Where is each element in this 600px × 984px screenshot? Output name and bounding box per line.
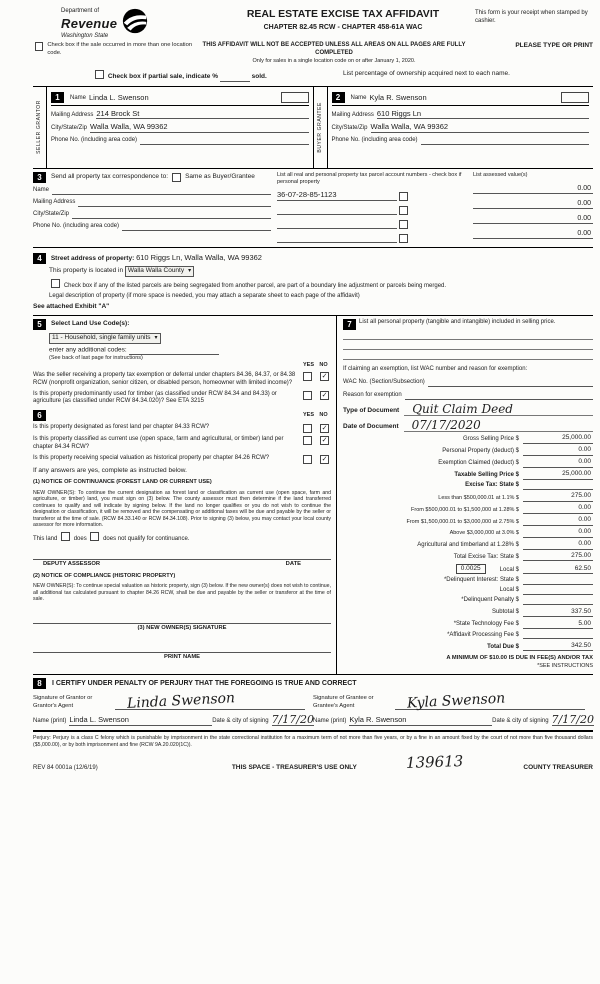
exemption-note: If claiming an exemption, list WAC number and reason for exemption: (343, 365, 528, 372)
multi-location-label: Check box if the sale occurred in more than one location code. (47, 42, 193, 57)
buyer-phone-label: Phone No. (including area code) (331, 137, 418, 144)
see-instructions-note: *SEE INSTRUCTIONS (537, 662, 593, 669)
additional-codes-field[interactable] (129, 346, 219, 355)
corr-csz-field[interactable] (72, 210, 271, 219)
same-as-buyer-checkbox[interactable] (172, 173, 181, 182)
form-title: REAL ESTATE EXCISE TAX AFFIDAVIT (246, 8, 440, 20)
seller-side-label: SELLER GRANTOR (33, 87, 47, 168)
property-location-section (33, 248, 593, 316)
corr-phone-label: Phone No. (including area code) (33, 222, 120, 229)
question-text: Was the seller receiving a property tax exemption or deferral under chapters 84.36, 84.37, or 84.38 RCW (nonprofit organization, senior citizen, or disabled person, homeowner with limited income)? (33, 372, 296, 386)
multi-location-checkbox[interactable] (35, 42, 43, 51)
tax-line-value (523, 594, 593, 595)
tax-line-value: 5.00 (523, 620, 593, 629)
partial-sold-label: sold. (251, 73, 267, 81)
tax-line-label: Excise Tax: State $ (465, 482, 519, 489)
land-use-title: Select Land Use Code(s): (51, 320, 130, 328)
corr-csz-label: City/State/Zip (33, 210, 70, 217)
corr-name-label: Name (33, 186, 50, 193)
personal-property-field[interactable] (343, 330, 593, 340)
tax-line-value: 0.00 (523, 504, 593, 513)
yes-header: YES (302, 412, 314, 419)
section-2-number: 2 (332, 92, 345, 103)
no-header: NO (319, 361, 328, 368)
corr-name-field[interactable] (52, 186, 271, 195)
tax-line-value: 342.50 (523, 642, 593, 651)
parcel-3-field[interactable] (277, 220, 397, 229)
assessed-value: 0.00 (473, 214, 593, 224)
notice-compliance-title: (2) NOTICE OF COMPLIANCE (HISTORIC PROPERTY) (33, 572, 176, 579)
s6-q1-yes-checkbox[interactable] (303, 424, 312, 433)
buyer-name-value: Kyla R. Swenson (369, 92, 427, 102)
seller-grantor-section (33, 87, 314, 168)
street-address-label: Street address of property: (50, 255, 135, 263)
seller-address-value: 214 Brock St (96, 109, 308, 120)
assessed-value: 0.00 (473, 199, 593, 209)
tax-line-label: Local $ (499, 566, 519, 573)
no-header: NO (319, 412, 328, 419)
grantor-signature-label: Signature of Grantor or Grantor's Agent (33, 695, 93, 709)
s5-q1-yes-checkbox[interactable] (303, 372, 312, 381)
tax-line-value: 25,000.00 (523, 470, 593, 479)
same-as-buyer-label: Same as Buyer/Grantee (185, 172, 255, 180)
segregated-parcels-checkbox[interactable] (51, 279, 60, 288)
personal-property-note: List all personal property (tangible and intangible) included in selling price. (359, 318, 556, 325)
does-label: does (73, 535, 87, 542)
treasurer-space-label: THIS SPACE - TREASURER'S USE ONLY (231, 764, 357, 772)
parcel-numbers-header: List all real and personal property tax parcel account numbers - check box if personal property (277, 171, 462, 185)
section-5-number: 5 (33, 319, 46, 330)
if-yes-note: If any answers are yes, complete as instructed below. (33, 466, 187, 474)
deputy-assessor-signature-line[interactable] (33, 549, 331, 560)
buyer-address-label: Mailing Address (331, 111, 374, 118)
chevron-down-icon: ▾ (154, 334, 158, 341)
exhibit-a-note: See attached Exhibit "A" (33, 302, 110, 310)
parcel-number-value: 36-07-28-85-1123 (277, 190, 397, 201)
certify-statement: I CERTIFY UNDER PENALTY OF PERJURY THAT THE FOREGOING IS TRUE AND CORRECT (52, 680, 357, 688)
wac-number-field[interactable] (428, 378, 593, 387)
corr-phone-field[interactable] (122, 222, 271, 231)
reason-exemption-label: Reason for exemption (343, 391, 402, 398)
grantee-signature-line[interactable] (395, 690, 585, 712)
section-8-number: 8 (33, 678, 46, 689)
name-print-label: Name (print) (33, 718, 67, 725)
partial-sale-label: Check box if partial sale, indicate % (107, 73, 218, 81)
question-text: Is this property receiving special valuation as historical property per chapter 84.26 RCW? (33, 454, 270, 461)
tax-line-value (523, 604, 593, 605)
question-text: Is this property classified as current use (open space, farm and agricultural, or timber) land per chapter 84.34 RCW? (33, 436, 284, 451)
section-3-number: 3 (33, 172, 46, 183)
see-back-note: (See back of last page for instructions) (49, 354, 143, 361)
s5-q1-no-checkbox[interactable]: ✓ (321, 373, 328, 381)
land-does-not-checkbox[interactable] (90, 532, 99, 541)
tax-line-label: Total Excise Tax: State $ (453, 553, 519, 560)
buyer-grantee-section (314, 87, 594, 168)
notice-continuance-body: NEW OWNER(S): To continue the current designation as forest land or classification as current use (open space, farm and agriculture, or timber) land, you must sign on (3) below. The county assessor must then determine if the land transferred continues to qualify and will indicate by signing below. If the land no longer qualifies or you do not wish to continue the designation or classification, it will be removed and the compensating or additional taxes will be due and payable by the seller or transferor at the time of sale. (RCW 84.33.140 or RCW 84.34.108). Prior to signing (3) below, you may contact your local county assessor for more information. (33, 489, 331, 529)
notice-compliance-body: NEW OWNER(S): To continue special valuation as historic property, sign (3) below. If the new owner(s) does not wish to continue, all additional tax calculated pursuant to chapter 84.26 RCW, shall be due and payable by the seller or transferor at the time of sale. (33, 583, 331, 603)
date-of-document-value: 07/17/2020 (404, 419, 593, 432)
land-does-checkbox[interactable] (61, 532, 70, 541)
tax-line-label: *State Technology Fee $ (453, 621, 519, 628)
street-address-value: 610 Riggs Ln, Walla Walla, WA 99362 (136, 253, 262, 263)
seller-name-label: Name (70, 94, 87, 101)
notice-continuance-title: (1) NOTICE OF CONTINUANCE (FOREST LAND OR CURRENT USE) (33, 479, 212, 486)
send-correspondence-label: Send all property tax correspondence to: (51, 172, 169, 180)
new-owner-signature-label: (3) NEW OWNER(S) SIGNATURE (137, 624, 227, 631)
grantor-signature: Linda Swenson (126, 690, 236, 712)
not-accepted-warning: THIS AFFIDAVIT WILL NOT BE ACCEPTED UNLESS ALL AREAS ON ALL PAGES ARE FULLY COMPLETED (202, 42, 466, 57)
partial-sale-percent-field[interactable] (220, 73, 250, 82)
grantee-printed-name: Kyla R. Swenson (349, 715, 492, 726)
form-revision-number: REV 84 0001a (12/6/19) (33, 764, 98, 771)
personal-property-field[interactable] (343, 340, 593, 350)
tax-line-label: From $500,000.01 to $1,500,000 at 1.28% $ (411, 506, 519, 513)
question-text: Is this property designated as forest land per chapter 84.33 RCW? (33, 424, 210, 431)
selling-price-section (337, 316, 593, 674)
legal-description-label: Legal description of property (if more space is needed, you may attach a separate sheet to each page of the affidavit) (49, 292, 360, 299)
tax-line-label: Above $3,000,000 at 3.0% $ (449, 530, 519, 537)
type-of-document-value: Quit Claim Deed (404, 403, 593, 416)
print-name-label: PRINT NAME (163, 654, 201, 661)
question-text: Is this property predominantly used for timber (as classified under RCW 84.34 and 84.33) or agriculture (as classified under RCW 84.34.020)? See ETA 3215 (33, 390, 277, 405)
print-name-line[interactable] (33, 640, 331, 653)
tax-line-label: Subtotal $ (491, 609, 519, 616)
tax-line-label: Exemption Claimed (deduct) $ (438, 459, 519, 466)
parcel-4-personal-checkbox[interactable] (399, 234, 408, 243)
parcel-3-personal-checkbox[interactable] (399, 220, 408, 229)
tax-line-value: 0.00 (523, 516, 593, 525)
s5-q2-no-checkbox[interactable]: ✓ (321, 391, 328, 399)
county-treasurer-label: COUNTY TREASURER (523, 764, 593, 772)
s6-q2-no-checkbox[interactable]: ✓ (321, 437, 328, 445)
form-chapter: CHAPTER 82.45 RCW - CHAPTER 458-61A WAC (263, 23, 423, 31)
partial-sale-checkbox[interactable] (95, 70, 104, 79)
tax-line-value: 0.00 (523, 528, 593, 537)
land-use-section (33, 319, 331, 406)
located-in-label: This property is located in (49, 267, 124, 275)
parcel-4-field[interactable] (277, 234, 397, 243)
seller-address-label: Mailing Address (51, 111, 94, 118)
buyer-csz-label: City/State/Zip (331, 125, 368, 132)
local-rate-box: 0.0025 (456, 564, 486, 574)
deputy-assessor-label: DEPUTY ASSESSOR (43, 561, 101, 568)
s6-q3-no-checkbox[interactable]: ✓ (321, 455, 328, 463)
buyer-address-value: 610 Riggs Ln (377, 109, 589, 120)
tax-line-label: Taxable Selling Price $ (454, 471, 519, 478)
county-select[interactable]: Walla Walla County ▾ (125, 266, 194, 277)
single-location-note: Only for sales in a single location code on or after January 1, 2020. (252, 58, 416, 65)
tax-line-value: 62.50 (523, 565, 593, 574)
revenue-logo-icon (122, 8, 148, 37)
this-land-label: This land (33, 535, 58, 542)
seller-ownership-percent-box[interactable] (281, 92, 309, 103)
assessed-value: 0.00 (473, 229, 593, 239)
grantee-signature-label: Signature of Grantee or Grantee's Agent (313, 695, 374, 709)
tax-line-value: 275.00 (523, 552, 593, 561)
tax-line-label: *Delinquent Interest: State $ (443, 576, 519, 583)
section-4-number: 4 (33, 253, 46, 264)
segregated-parcels-label: Check box if any of the listed parcels are being segregated from another parcel, are part of a boundary line adjustment or parcels being merged. (63, 282, 447, 289)
tax-line-label: *Affidavit Processing Fee $ (447, 631, 519, 638)
seller-csz-label: City/State/Zip (51, 125, 88, 132)
tax-line-label: Agricultural and timberland at 1.28% $ (417, 541, 519, 548)
date-label: DATE (285, 561, 301, 568)
buyer-ownership-percent-box[interactable] (561, 92, 589, 103)
receipt-stamp-number: 139613 (405, 752, 464, 773)
corr-address-field[interactable] (78, 198, 271, 207)
grantor-date-city-value: 7/17/20 (271, 713, 314, 727)
yes-header: YES (302, 361, 314, 368)
department-of-label: Department of (61, 8, 100, 14)
reason-exemption-field[interactable] (405, 391, 593, 400)
please-type-or-print: PLEASE TYPE OR PRINT (515, 42, 593, 50)
seller-csz-value: Walla Walla, WA 99362 (90, 122, 308, 133)
seller-name-value: Linda L. Swenson (89, 92, 149, 102)
corr-address-label: Mailing Address (33, 198, 76, 205)
name-print-label: Name (print) (312, 718, 347, 725)
s6-q1-no-checkbox[interactable]: ✓ (321, 425, 328, 433)
designation-section (33, 410, 331, 661)
date-city-label: Date & city of signing (492, 718, 549, 725)
does-not-label: does not qualify for continuance. (103, 535, 190, 542)
grantor-printed-name: Linda L. Swenson (69, 715, 212, 726)
tax-line-label: *Delinquent Penalty $ (461, 597, 519, 604)
tax-line-value: 0.00 (523, 458, 593, 467)
wac-number-label: WAC No. (Section/Subsection) (343, 378, 425, 385)
land-use-select[interactable]: 11 - Household, single family units ▾ (49, 333, 161, 344)
grantee-signature: Kyla Swenson (406, 690, 506, 712)
tax-line-value: 275.00 (523, 492, 593, 501)
form-header (33, 8, 593, 40)
tax-correspondence-section (33, 169, 593, 249)
tax-line-value: 25,000.00 (523, 434, 593, 443)
minimum-due-note: A MINIMUM OF $10.00 IS DUE IN FEE(S) AND/OR TAX (446, 655, 593, 662)
tax-line-value (523, 584, 593, 585)
tax-line-label: Local $ (499, 587, 519, 594)
tax-line-label: Less than $500,000.01 at 1.1% $ (438, 494, 519, 501)
s5-q2-yes-checkbox[interactable] (303, 391, 312, 400)
grantee-date-city-value: 7/17/20 (551, 713, 594, 727)
buyer-side-label: BUYER GRANTEE (314, 87, 328, 168)
buyer-name-label: Name (350, 94, 367, 101)
assessed-value: 0.00 (473, 184, 593, 194)
tax-line-value: 0.00 (523, 540, 593, 549)
s6-q3-yes-checkbox[interactable] (303, 455, 312, 464)
date-city-label: Date & city of signing (212, 718, 269, 725)
tax-line-label: Gross Selling Price $ (462, 435, 519, 442)
parcel-2-personal-checkbox[interactable] (399, 206, 408, 215)
buyer-csz-value: Walla Walla, WA 99362 (371, 122, 589, 133)
tax-line-value: 337.50 (523, 608, 593, 617)
s6-q2-yes-checkbox[interactable] (303, 436, 312, 445)
chevron-down-icon: ▾ (188, 268, 192, 275)
revenue-wordmark: Revenue (61, 15, 118, 31)
tax-line-value (523, 489, 593, 490)
washington-state-label: Washington State (61, 32, 109, 39)
tax-line-value: 0.00 (523, 446, 593, 455)
excise-tax-affidavit-form (33, 8, 593, 773)
grantor-signature-line[interactable] (115, 690, 305, 712)
date-of-document-label: Date of Document (343, 423, 399, 431)
assessed-values-header: List assessed value(s) (473, 171, 528, 178)
tax-line-label: Personal Property (deduct) $ (442, 447, 519, 454)
section-7-number: 7 (343, 319, 356, 330)
receipt-note: This form is your receipt when stamped by cashier. (475, 10, 588, 24)
certification-section (33, 675, 593, 732)
new-owner-signature-line[interactable] (33, 611, 331, 624)
parcel-1-personal-checkbox[interactable] (399, 192, 408, 201)
parcel-2-field[interactable] (277, 206, 397, 215)
revenue-logo-block (33, 8, 211, 40)
type-of-document-label: Type of Document (343, 407, 400, 415)
tax-line-value (523, 638, 593, 639)
additional-codes-label: enter any additional codes: (49, 346, 127, 354)
seller-phone-label: Phone No. (including area code) (51, 137, 138, 144)
personal-property-field[interactable] (343, 350, 593, 360)
section-6-number: 6 (33, 410, 46, 421)
tax-line-label: Total Due $ (487, 643, 519, 650)
buyer-phone-field[interactable] (421, 136, 589, 145)
ownership-percent-note: List percentage of ownership acquired next to each name. (343, 70, 510, 78)
section-1-number: 1 (51, 92, 64, 103)
tax-line-label: From $1,500,000.01 to $3,000,000 at 2.75% $ (406, 518, 519, 525)
seller-phone-field[interactable] (140, 136, 308, 145)
perjury-statement: Perjury: Perjury is a class C felony which is punishable by imprisonment in the state correctional institution for a maximum term of not more than five years, or by a fine in an amount fixed by the court of not more than five thousand dollars ($5,000.00), or by both imprisonment and fine (RCW 9A.20.020(1C)). (33, 735, 593, 748)
